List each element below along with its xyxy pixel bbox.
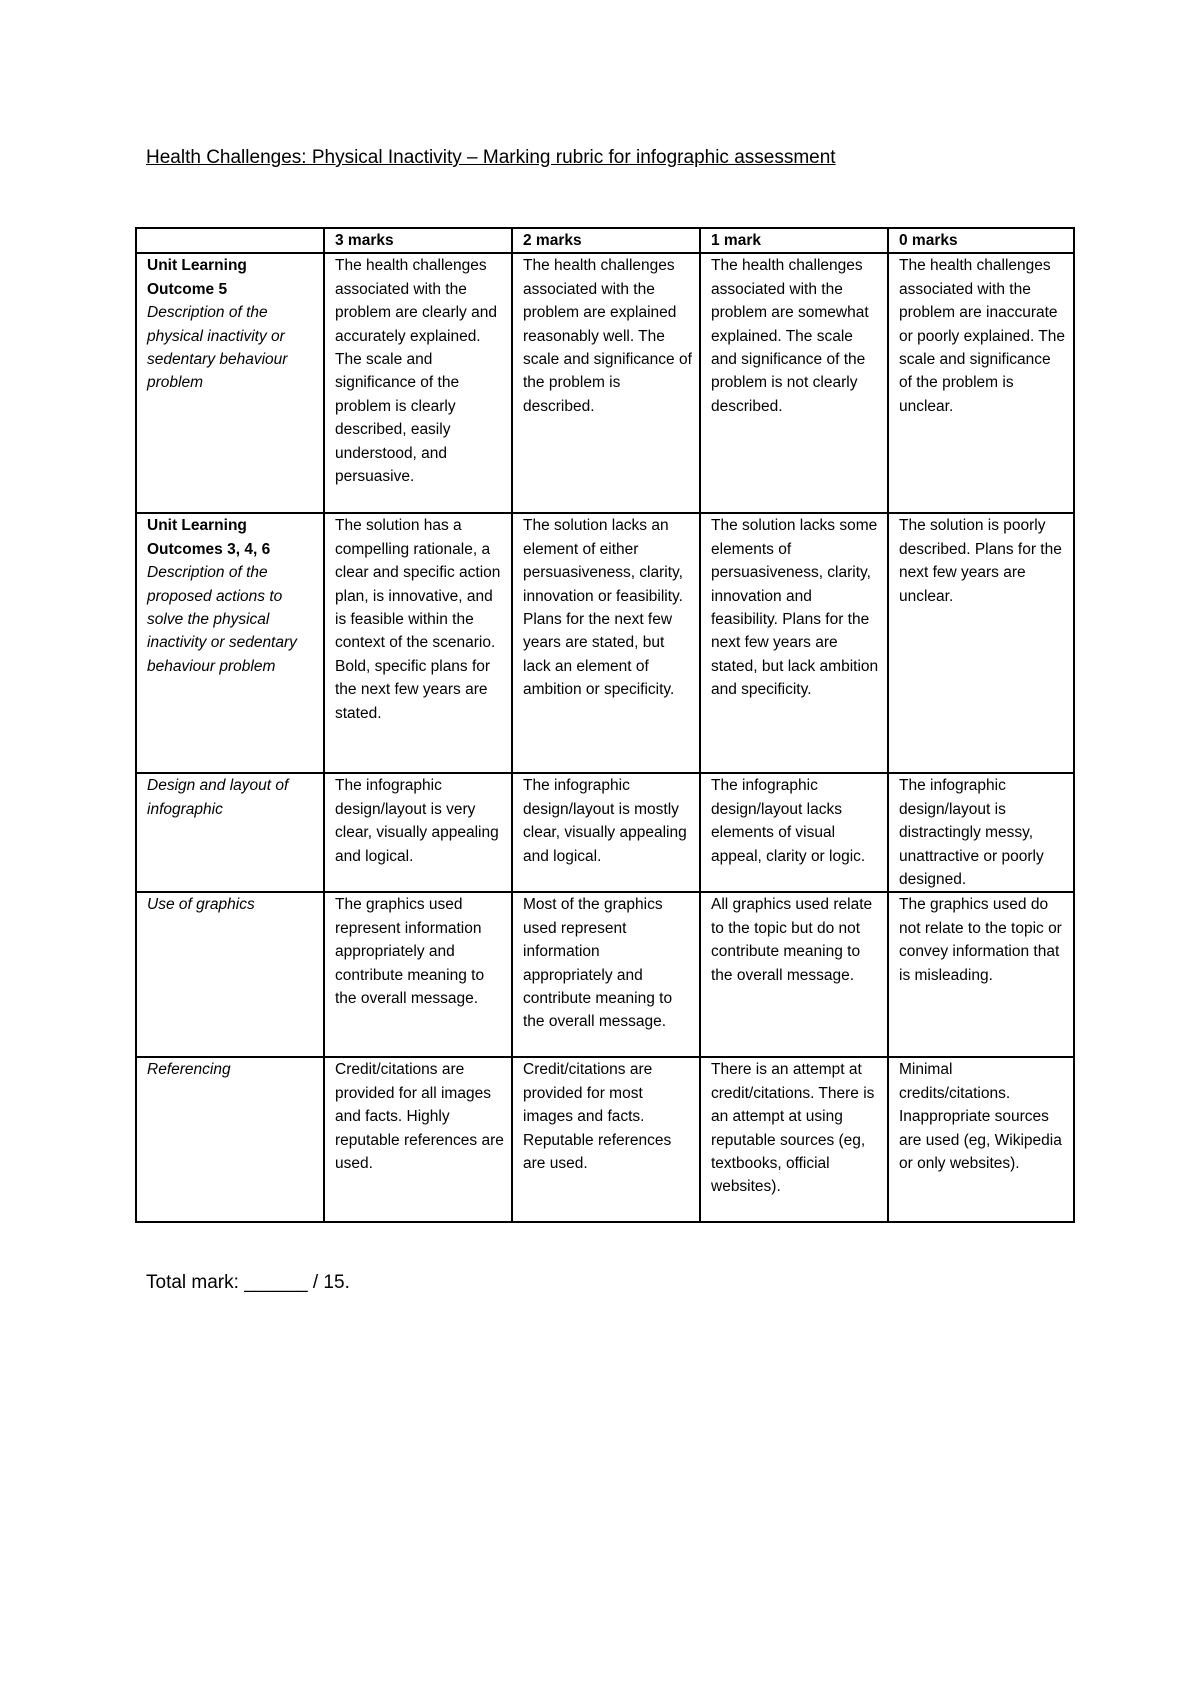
rubric-cell: The health challenges associated with the problem are explained reasonably well. The scale and significance of the problem is described. xyxy=(512,253,700,513)
rubric-cell: The solution lacks an element of either persuasiveness, clarity, innovation or feasibility. Plans for the next few years are stated, but lack an element of ambition or specificity. xyxy=(512,513,700,773)
rubric-cell: The solution lacks some elements of persuasiveness, clarity, innovation and feasibility. Plans for the next few years are stated, but lack ambition and specificity. xyxy=(700,513,888,773)
rubric-cell: The infographic design/layout is mostly clear, visually appealing and logical. xyxy=(512,773,700,892)
table-header-row xyxy=(136,228,1074,253)
rubric-cell: The solution has a compelling rationale, a clear and specific action plan, is innovative, and is feasible within the context of the scenario. Bold, specific plans for the next few years are stated. xyxy=(324,513,512,773)
rubric-cell: The solution is poorly described. Plans for the next few years are unclear. xyxy=(888,513,1074,773)
rubric-cell: Most of the graphics used represent information appropriately and contribute meaning to the overall message. xyxy=(512,892,700,1057)
table-row xyxy=(136,253,1074,513)
criterion-heading: Unit Learning Outcomes 3, 4, 6 xyxy=(147,517,271,558)
table-row xyxy=(136,1057,1074,1222)
rubric-cell: The graphics used represent information appropriately and contribute meaning to the overall message. xyxy=(324,892,512,1057)
table-row xyxy=(136,513,1074,773)
header-1-mark: 1 mark xyxy=(700,228,888,253)
criterion-heading: Unit Learning Outcome 5 xyxy=(147,257,247,298)
total-mark-line: Total mark: ______ / 15. xyxy=(146,1272,350,1293)
rubric-cell: The graphics used do not relate to the topic or convey information that is misleading. xyxy=(888,892,1074,1057)
criterion-cell xyxy=(136,513,324,773)
criterion-description: Description of the physical inactivity or sedentary behaviour problem xyxy=(147,304,288,392)
criterion-cell xyxy=(136,253,324,513)
criterion-description: Use of graphics xyxy=(147,896,255,914)
criterion-cell xyxy=(136,892,324,1057)
rubric-cell: Minimal credits/citations. Inappropriate sources are used (eg, Wikipedia or only websites). xyxy=(888,1057,1074,1222)
criterion-description: Referencing xyxy=(147,1061,231,1079)
rubric-cell: All graphics used relate to the topic but do not contribute meaning to the overall message. xyxy=(700,892,888,1057)
rubric-cell: The health challenges associated with the problem are clearly and accurately explained. The scale and significance of the problem is clearly described, easily understood, and persuasive. xyxy=(324,253,512,513)
rubric-cell: Credit/citations are provided for all images and facts. Highly reputable references are used. xyxy=(324,1057,512,1222)
document-title: Health Challenges: Physical Inactivity – Marking rubric for infographic assessment xyxy=(146,147,836,168)
header-0-marks: 0 marks xyxy=(888,228,1074,253)
table-row xyxy=(136,892,1074,1057)
marking-rubric-table xyxy=(135,227,1075,1223)
criterion-description: Design and layout of infographic xyxy=(147,777,289,818)
rubric-cell: The health challenges associated with the problem are somewhat explained. The scale and significance of the problem is not clearly described. xyxy=(700,253,888,513)
header-criterion xyxy=(136,228,324,253)
criterion-description: Description of the proposed actions to solve the physical inactivity or sedentary behaviour problem xyxy=(147,564,297,675)
header-2-marks: 2 marks xyxy=(512,228,700,253)
table-row xyxy=(136,773,1074,892)
rubric-cell: The infographic design/layout lacks elements of visual appeal, clarity or logic. xyxy=(700,773,888,892)
rubric-cell: The health challenges associated with the problem are inaccurate or poorly explained. The scale and significance of the problem is unclear. xyxy=(888,253,1074,513)
rubric-cell: The infographic design/layout is very clear, visually appealing and logical. xyxy=(324,773,512,892)
rubric-cell: Credit/citations are provided for most images and facts. Reputable references are used. xyxy=(512,1057,700,1222)
criterion-cell xyxy=(136,773,324,892)
criterion-cell xyxy=(136,1057,324,1222)
rubric-cell: The infographic design/layout is distractingly messy, unattractive or poorly designed. xyxy=(888,773,1074,892)
header-3-marks: 3 marks xyxy=(324,228,512,253)
rubric-cell: There is an attempt at credit/citations. There is an attempt at using reputable sources (eg, textbooks, official websites). xyxy=(700,1057,888,1222)
